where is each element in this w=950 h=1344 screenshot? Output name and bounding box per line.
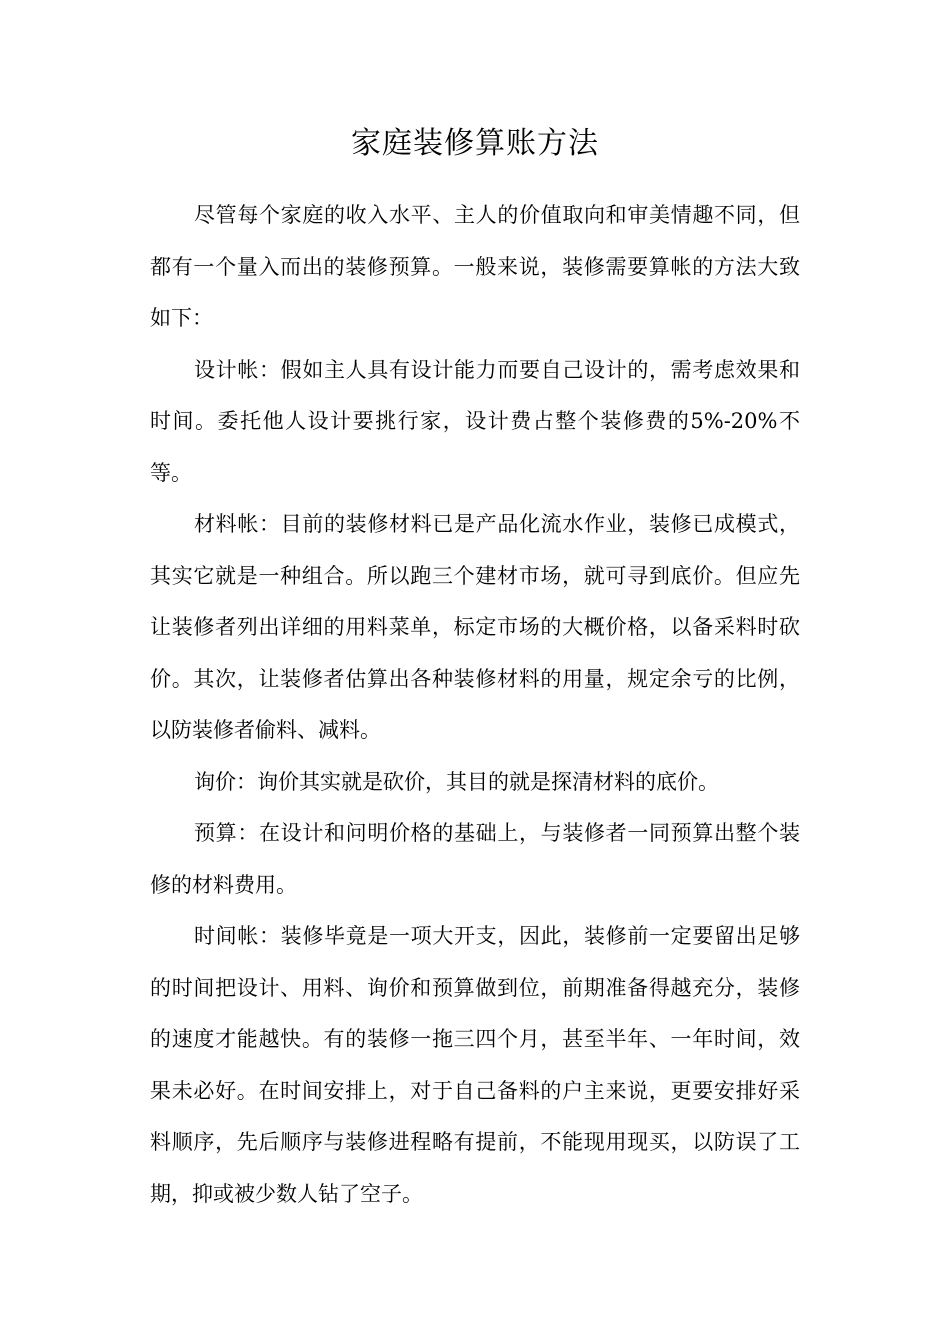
paragraph-budget: 预算：在设计和问明价格的基础上，与装修者一同预算出整个装修的材料费用。: [150, 821, 800, 897]
paragraph-price-inquiry: 询价：询价其实就是砍价，其目的就是探清材料的底价。: [194, 769, 719, 794]
paragraph-intro: 尽管每个家庭的收入水平、主人的价值取向和审美情趣不同，但都有一个量入而出的装修预算。一般来说，装修需要算帐的方法大致如下：: [150, 203, 800, 330]
paragraph-design-account: 设计帐：假如主人具有设计能力而要自己设计的，需考虑效果和时间。委托他人设计要挑行家，设计费占整个装修费的5%-20%不等。: [150, 357, 800, 485]
paragraph-time-account: 时间帐：装修毕竟是一项大开支，因此，装修前一定要留出足够的时间把设计、用料、询价和预算做到位，前期准备得越充分，装修的速度才能越快。有的装修一拖三四个月，甚至半年、一年时间，效果未必好。在时间安排上，对于自己备料的户主来说，更要安排好采料顺序，先后顺序与装修进程略有提前，不能现用现买，以防误了工期，抑或被少数人钻了空子。: [150, 924, 800, 1206]
paragraph-material-account: 材料帐：目前的装修材料已是产品化流水作业，装修已成模式，其实它就是一种组合。所以跑三个建材市场，就可寻到底价。但应先让装修者列出详细的用料菜单，标定市场的大概价格，以备采料时砍价。其次，让装修者估算出各种装修材料的用量，规定余亏的比例，以防装修者偷料、减料。: [150, 512, 800, 742]
document-body: [150, 190, 800, 1220]
document-title: 家庭装修算账方法: [351, 126, 599, 161]
